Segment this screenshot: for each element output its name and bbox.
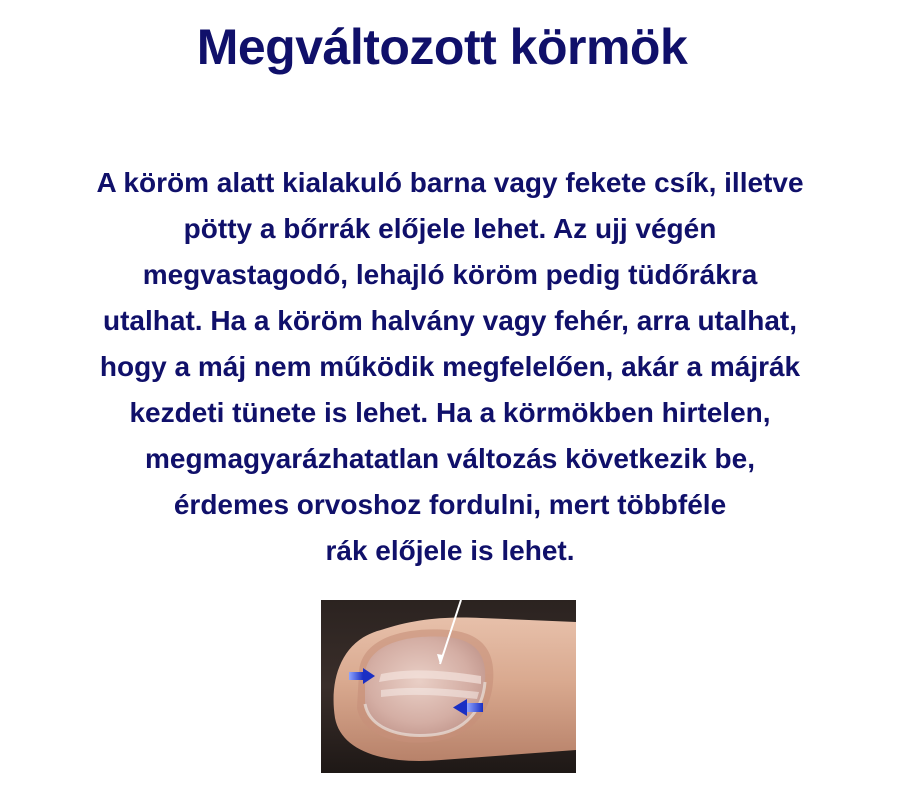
paragraph-line: rák előjele is lehet.	[325, 535, 575, 566]
paragraph-line: utalhat. Ha a köröm halvány vagy fehér, arra utalhat,	[102, 305, 798, 336]
paragraph-line: A köröm alatt kialakuló barna vagy fekete csík, illetve	[96, 167, 804, 198]
paragraph-line: megmagyarázhatatlan változás következik be,	[144, 443, 756, 474]
body-paragraph	[10, 160, 890, 574]
paragraph-line: érdemes orvoshoz fordulni, mert többféle	[173, 489, 727, 520]
nail-photo	[321, 600, 576, 773]
paragraph-line: kezdeti tünete is lehet. Ha a körmökben hirtelen,	[129, 397, 771, 428]
paragraph-line: pötty a bőrrák előjele lehet. Az ujj végén	[183, 213, 717, 244]
paragraph-line: megvastagodó, lehajló köröm pedig tüdőrákra	[142, 259, 758, 290]
paragraph-line: hogy a máj nem működik megfelelően, akár a májrák	[99, 351, 801, 382]
page-title: Megváltozott körmök	[196, 19, 688, 75]
